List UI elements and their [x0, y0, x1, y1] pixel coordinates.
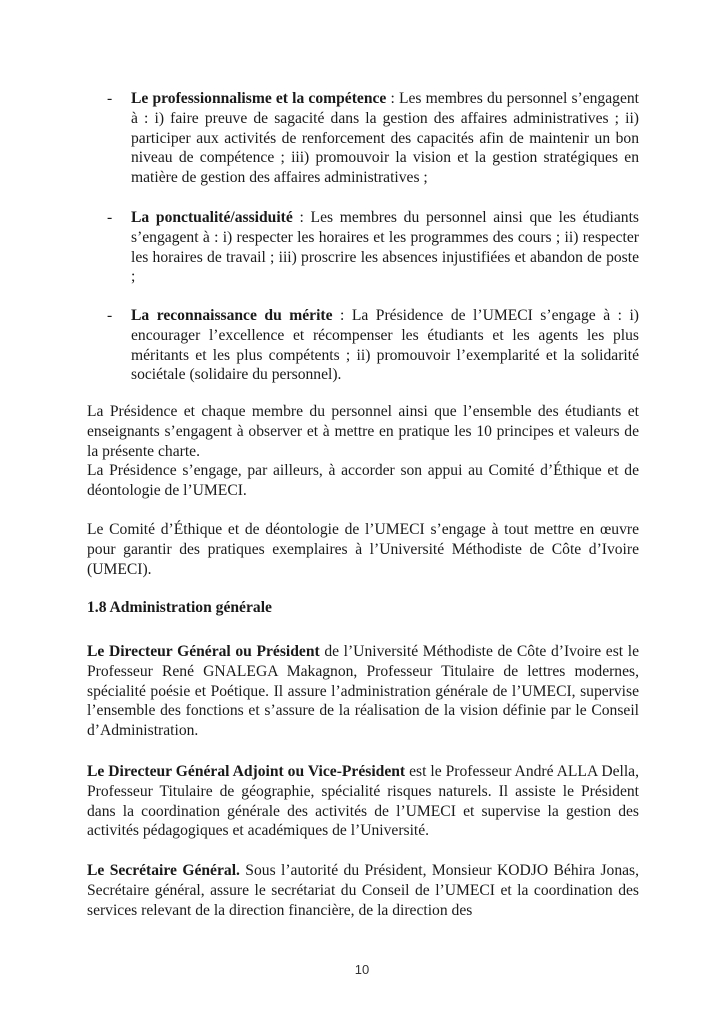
paragraph-support: La Présidence s’engage, par ailleurs, à accorder son appui au Comité d’Éthique et de déontologie de l’UMECI.: [87, 462, 639, 499]
paragraph-committee: Le Comité d’Éthique et de déontologie de l’UMECI s’engage à tout mettre en œuvre pour garantir des pratiques exemplaires à l’Université Méthodiste de Côte d’Ivoire (UMECI).: [87, 521, 639, 578]
list-dash: -: [107, 307, 113, 324]
section-heading: 1.8 Administration générale: [87, 599, 272, 616]
list-item-term: Le professionnalisme et la compétence: [131, 90, 387, 107]
entry-text: de l’Université Méthodiste de Côte d’Ivoire est le Professeur René GNALEGA Makagnon, Professeur Titulaire de lettres modernes, spécialité poésie et Poétique. Il assure l’administration générale de l’UMECI, supervise l’ensemble des fonctions et s’assure de la réalisation de la vision définie par le Conseil d’Administration.: [87, 643, 639, 740]
list-item-text: : Les membres du personnel s’engagent à : i) faire preuve de sagacité dans la gestion des affaires administratives ; ii) participer aux activités de renforcement des capacités afin de maintenir un bon niveau de compétence ; iii) promouvoir la vision et la gestion stratégiques en matière de gestion des affaires administratives ;: [131, 90, 639, 187]
entry-text: est le Professeur André ALLA Della, Professeur Titulaire de géographie, spécialité risques naturels. Il assiste le Président dans la coordination générale des activités de l’UMECI et supervise la gestion des activités pédagogiques et académiques de l’Université.: [87, 763, 639, 840]
list-item-content: [131, 208, 639, 287]
page-number: 10: [354, 962, 370, 977]
list-item-term: La reconnaissance du mérite: [131, 307, 333, 324]
paragraph-commitment: La Présidence et chaque membre du personnel ainsi que l’ensemble des étudiants et enseignants s’engagent à observer et à mettre en pratique les 10 principes et valeurs de la présente charte.: [87, 403, 639, 460]
entry-title: Le Directeur Général Adjoint ou Vice-Président: [87, 763, 406, 780]
list-item-text: : La Présidence de l’UMECI s’engage à : i) encourager l’excellence et récompenser les étudiants et les agents les plus méritants et les plus compétents ; ii) promouvoir l’exemplarité et la solidarité sociétale (solidaire du personnel).: [131, 307, 639, 384]
entry-secretary-general: [87, 861, 639, 920]
list-dash: -: [107, 90, 113, 107]
entry-vice-president: [87, 762, 639, 841]
entry-text: Sous l’autorité du Président, Monsieur KODJO Béhira Jonas, Secrétaire général, assure le secrétariat du Conseil de l’UMECI et la coordination des services relevant de la direction financière, de la direction des: [87, 862, 639, 919]
entry-title: Le Directeur Général ou Président: [87, 643, 320, 660]
list-item-term: La ponctualité/assiduité: [131, 209, 293, 226]
list-item-text: : Les membres du personnel ainsi que les étudiants s’engagent à : i) respecter les horaires et les programmes des cours ; ii) respecter les horaires de travail ; iii) proscrire les absences injustifiées et abandon de poste ;: [131, 209, 639, 286]
list-item-content: [131, 89, 639, 188]
entry-president: [87, 642, 639, 741]
list-dash: -: [107, 209, 113, 226]
list-item-content: [131, 306, 639, 385]
entry-title: Le Secrétaire Général.: [87, 862, 240, 879]
